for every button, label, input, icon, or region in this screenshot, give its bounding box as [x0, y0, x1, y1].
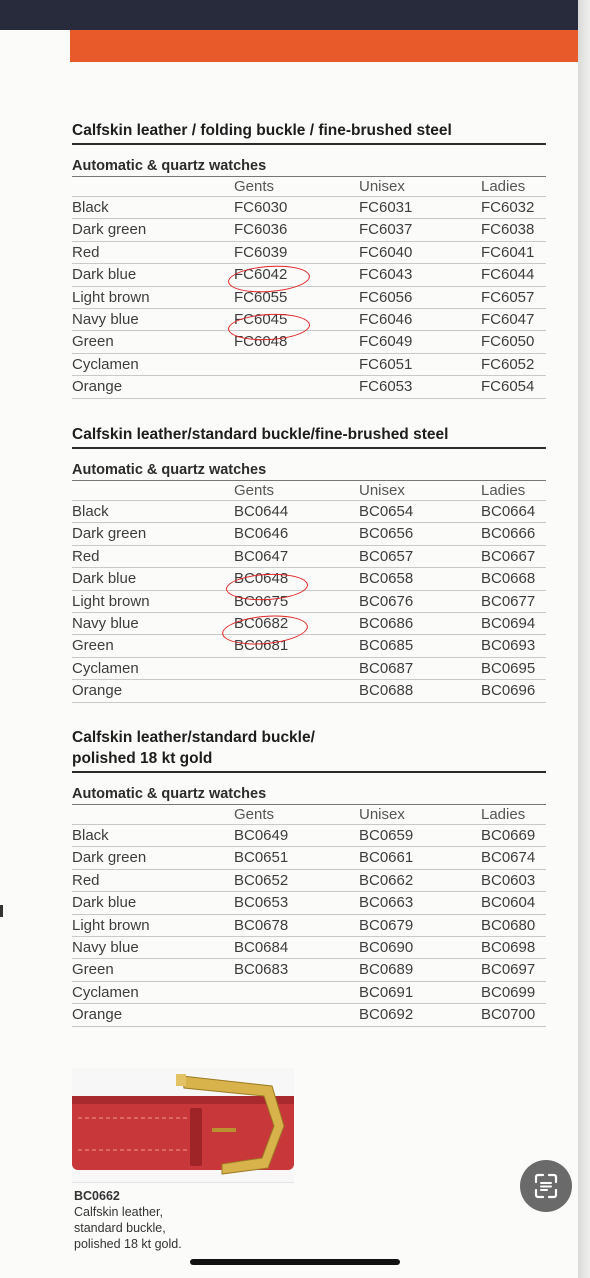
table-row [72, 915, 546, 937]
table-header-row [72, 177, 546, 197]
cell-color: Cyclamen [72, 355, 139, 373]
cell-unisex: BC0689 [359, 961, 414, 979]
cell-unisex: BC0659 [359, 827, 414, 844]
caption-code: BC0662 [74, 1189, 120, 1203]
cell-ladies: BC0669 [481, 827, 536, 844]
cell-unisex: BC0686 [359, 614, 414, 632]
header-color [72, 481, 234, 500]
cell-unisex: BC0657 [359, 547, 414, 565]
cell-ladies: BC0666 [481, 525, 536, 543]
cell-color: Red [72, 547, 100, 565]
cell-ladies: BC0697 [481, 961, 536, 979]
header-unisex: Unisex [359, 806, 405, 823]
cell-gents [234, 982, 359, 1003]
caption-line: polished 18 kt gold. [74, 1237, 182, 1251]
cell-gents: BC0675 [234, 592, 289, 610]
cell-unisex: FC6043 [359, 266, 413, 284]
header-ladies: Ladies [481, 482, 526, 499]
header-gents: Gents [234, 806, 275, 823]
cell-unisex: BC0690 [359, 938, 414, 956]
cell-color: Black [72, 199, 109, 216]
cell-color: Red [72, 243, 100, 261]
cell-ladies: BC0699 [481, 983, 536, 1001]
cell-ladies: BC0695 [481, 659, 536, 677]
section-subtitle: Automatic & quartz watches [72, 461, 546, 481]
section-title-line2: polished 18 kt gold [72, 748, 546, 773]
cell-color: Light brown [72, 916, 150, 934]
cell-gents: FC6045 [234, 310, 288, 328]
cell-color: Light brown [72, 592, 150, 610]
cell-color: Green [72, 637, 114, 655]
table-row [72, 825, 546, 847]
header-unisex: Unisex [359, 482, 405, 499]
cell-gents: FC6039 [234, 243, 288, 261]
cell-color: Orange [72, 378, 123, 396]
table-row [72, 501, 546, 523]
leather-strap-illustration [72, 1068, 294, 1182]
cell-color: Navy blue [72, 310, 139, 328]
cell-unisex: BC0687 [359, 659, 414, 677]
cell-color: Dark green [72, 849, 147, 867]
cell-color: Green [72, 961, 114, 979]
cell-unisex: FC6046 [359, 310, 413, 328]
cell-ladies: BC0664 [481, 503, 536, 520]
cell-color: Dark green [72, 525, 147, 543]
cell-color: Cyclamen [72, 983, 139, 1001]
cell-ladies: BC0698 [481, 938, 536, 956]
cell-ladies: FC6054 [481, 378, 535, 396]
text-scan-button[interactable] [520, 1160, 572, 1212]
table-row [72, 658, 546, 680]
cell-gents [234, 354, 359, 375]
cell-gents: FC6042 [234, 266, 288, 284]
cell-ladies: BC0677 [481, 592, 536, 610]
cell-unisex: BC0662 [359, 871, 414, 889]
cell-gents: BC0681 [234, 637, 289, 655]
section-title: Calfskin leather / folding buckle / fine-brushed steel [72, 120, 546, 145]
cell-color: Green [72, 333, 114, 351]
cell-unisex: BC0692 [359, 1006, 414, 1024]
cell-color: Orange [72, 1006, 123, 1024]
cell-gents: BC0682 [234, 614, 289, 632]
cell-unisex: FC6037 [359, 221, 413, 239]
header-unisex: Unisex [359, 178, 405, 195]
section-standard-buckle-gold [72, 727, 546, 1027]
cell-color: Dark blue [72, 894, 137, 912]
text-scan-icon [520, 1160, 572, 1212]
cell-ladies: FC6052 [481, 355, 535, 373]
home-indicator[interactable] [190, 1259, 400, 1265]
table-row [72, 635, 546, 657]
cell-gents: BC0651 [234, 849, 289, 867]
cell-color: Red [72, 871, 100, 889]
cell-color: Light brown [72, 288, 150, 306]
cell-color: Black [72, 827, 109, 844]
table-row [72, 568, 546, 590]
cell-ladies: BC0667 [481, 547, 536, 565]
cell-gents: BC0653 [234, 894, 289, 912]
header-color [72, 805, 234, 824]
table-row [72, 892, 546, 914]
caption-line: standard buckle, [74, 1221, 166, 1235]
cell-color: Black [72, 503, 109, 520]
section-subtitle: Automatic & quartz watches [72, 785, 546, 805]
cell-gents: FC6055 [234, 288, 288, 306]
cell-unisex: FC6049 [359, 333, 413, 351]
cell-unisex: BC0685 [359, 637, 414, 655]
table-row [72, 591, 546, 613]
table-header-row [72, 481, 546, 501]
cell-unisex: BC0656 [359, 525, 414, 543]
table-row [72, 287, 546, 309]
cell-unisex: FC6031 [359, 199, 413, 216]
table-header-row [72, 805, 546, 825]
cell-unisex: BC0663 [359, 894, 414, 912]
table-body [72, 197, 546, 399]
cell-color: Orange [72, 682, 123, 700]
section-folding-buckle-steel [72, 120, 546, 399]
cell-ladies: FC6032 [481, 199, 535, 216]
cell-ladies: FC6047 [481, 310, 535, 328]
cell-unisex: BC0654 [359, 503, 414, 520]
cell-gents: FC6048 [234, 333, 288, 351]
table-row [72, 242, 546, 264]
cell-unisex: BC0661 [359, 849, 414, 867]
photo-caption [74, 1188, 274, 1252]
table-row [72, 331, 546, 353]
table-row [72, 546, 546, 568]
table-row [72, 680, 546, 702]
cell-gents [234, 376, 359, 397]
cell-ladies: BC0696 [481, 682, 536, 700]
cell-color: Navy blue [72, 614, 139, 632]
cell-color: Dark green [72, 221, 147, 239]
cell-gents: BC0683 [234, 961, 289, 979]
table-row [72, 523, 546, 545]
cell-color: Navy blue [72, 938, 139, 956]
header-color [72, 177, 234, 196]
table-body [72, 501, 546, 703]
cell-gents: FC6030 [234, 199, 288, 216]
header-ladies: Ladies [481, 806, 526, 823]
cell-gents: FC6036 [234, 221, 288, 239]
page-edge-shadow [578, 0, 590, 1278]
table-row [72, 219, 546, 241]
cell-ladies: BC0700 [481, 1006, 536, 1024]
cell-unisex: BC0658 [359, 570, 414, 588]
orange-accent-band [70, 30, 578, 62]
cell-ladies: BC0604 [481, 894, 536, 912]
table-row [72, 376, 546, 398]
table-row [72, 982, 546, 1004]
cell-gents [234, 1004, 359, 1025]
table-row [72, 959, 546, 981]
cell-unisex: FC6056 [359, 288, 413, 306]
cell-color: Dark blue [72, 266, 137, 284]
cell-ladies: FC6041 [481, 243, 535, 261]
cell-gents [234, 680, 359, 701]
cell-color: Dark blue [72, 570, 137, 588]
cell-ladies: FC6050 [481, 333, 535, 351]
table-row [72, 613, 546, 635]
cell-gents: BC0684 [234, 938, 289, 956]
edge-mark [0, 905, 3, 917]
cell-gents: BC0649 [234, 827, 289, 844]
cell-unisex: BC0679 [359, 916, 414, 934]
cell-gents: BC0648 [234, 570, 289, 588]
section-standard-buckle-steel [72, 424, 546, 703]
section-title-line1: Calfskin leather/standard buckle/ [72, 729, 315, 746]
table-row [72, 847, 546, 869]
cell-gents [234, 658, 359, 679]
cell-gents: BC0678 [234, 916, 289, 934]
table-row [72, 354, 546, 376]
table-row [72, 197, 546, 219]
cell-gents: BC0647 [234, 547, 289, 565]
caption-line: Calfskin leather, [74, 1205, 163, 1219]
strap-photo [72, 1068, 294, 1183]
table-row [72, 937, 546, 959]
cell-ladies: BC0668 [481, 570, 536, 588]
cell-ladies: BC0680 [481, 916, 536, 934]
table-body [72, 825, 546, 1027]
cell-ladies: BC0674 [481, 849, 536, 867]
cell-unisex: FC6053 [359, 378, 413, 396]
cell-color: Cyclamen [72, 659, 139, 677]
cell-gents: BC0644 [234, 503, 289, 520]
cell-ladies: FC6057 [481, 288, 535, 306]
header-gents: Gents [234, 482, 275, 499]
table-row [72, 870, 546, 892]
cell-unisex: BC0688 [359, 682, 414, 700]
page-top-band [0, 0, 578, 30]
table-row [72, 1004, 546, 1026]
header-ladies: Ladies [481, 178, 526, 195]
cell-ladies: BC0693 [481, 637, 536, 655]
cell-gents: BC0646 [234, 525, 289, 543]
cell-ladies: BC0694 [481, 614, 536, 632]
cell-unisex: FC6040 [359, 243, 413, 261]
section-title: Calfskin leather/standard buckle/fine-brushed steel [72, 424, 546, 449]
cell-unisex: BC0676 [359, 592, 414, 610]
header-gents: Gents [234, 178, 275, 195]
cell-unisex: FC6051 [359, 355, 413, 373]
cell-ladies: FC6038 [481, 221, 535, 239]
cell-gents: BC0652 [234, 871, 289, 889]
cell-unisex: BC0691 [359, 983, 414, 1001]
cell-ladies: BC0603 [481, 871, 536, 889]
cell-ladies: FC6044 [481, 266, 535, 284]
section-subtitle: Automatic & quartz watches [72, 157, 546, 177]
